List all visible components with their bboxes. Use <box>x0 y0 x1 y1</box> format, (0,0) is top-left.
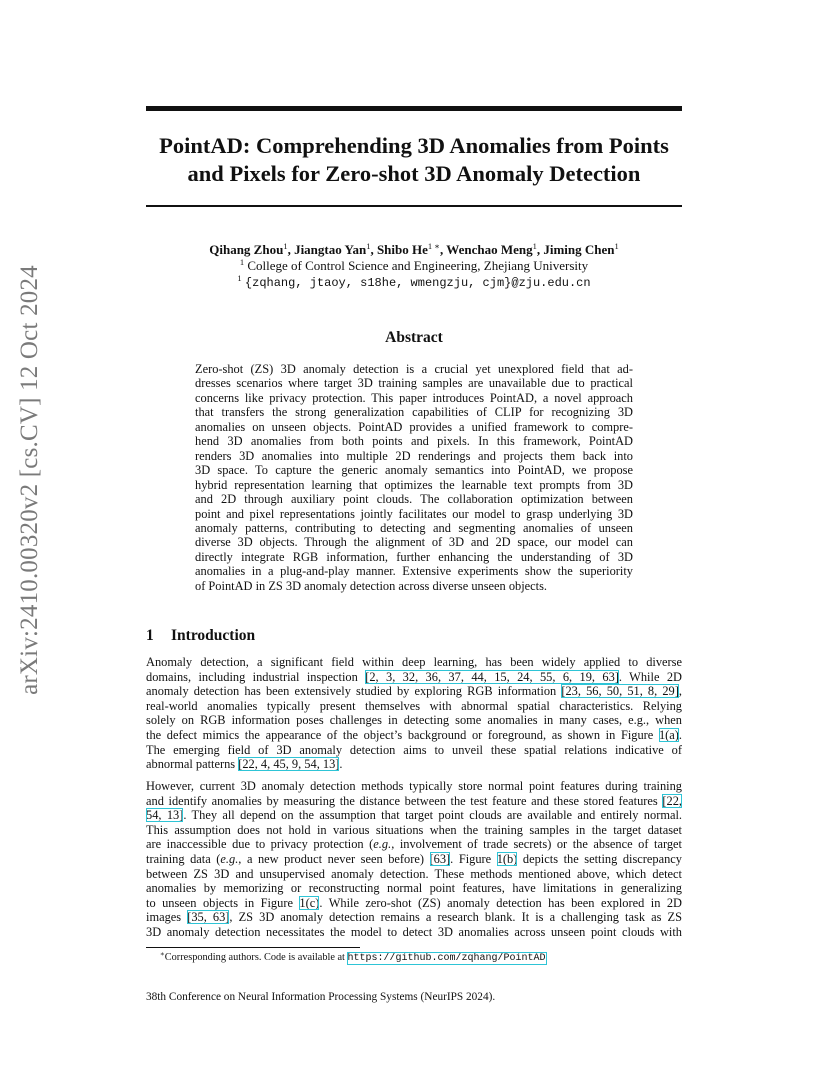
text-run: solely on RGB information poses challenges in detecting some anomalies in many cases, e.g., when <box>146 713 682 728</box>
text-run: Anomaly detection, a significant field within deep learning, has been widely applied to diverse <box>146 655 682 669</box>
text-run: depicts the setting discrepancy <box>517 851 683 866</box>
citation-link[interactable]: [22, <box>662 793 682 808</box>
text-run: , involvement of trade secrets) or the absence of target <box>391 837 683 852</box>
abstract-line: anomaly patterns, contributing to detecting and segmenting anomalies of unseen <box>195 520 633 535</box>
text-run: . <box>678 727 682 742</box>
author-affiliation-mark: 1 <box>366 241 371 251</box>
abstract-line: directly integrate RGB information, further enhancing the understanding of 3D <box>195 549 633 564</box>
text-run: and identify anomalies by measuring the distance between the test feature and these stored features <box>146 793 663 808</box>
footnote <box>160 952 546 964</box>
author-affiliation-mark: 1 <box>532 241 537 251</box>
text-run: anomalies by memorizing or reconstructing normal point features, have limitations in generalizing <box>146 881 682 896</box>
text-run: 3D anomaly detection necessitates the model to detect 3D anomalies across unseen point clouds with <box>146 924 682 939</box>
text-run: This assumption does not hold in various situations when the training samples in the target dataset <box>146 822 682 837</box>
text-run: . While 2D <box>618 669 682 684</box>
affiliation-mark: 1 <box>239 257 245 267</box>
section-title: Introduction <box>171 627 256 644</box>
author-affiliation-mark: 1 ∗ <box>427 241 441 251</box>
author-name: Jiangtao Yan <box>294 242 367 257</box>
author-name: Shibo He <box>376 242 428 257</box>
citation-link[interactable]: [22, 4, 45, 9, 54, 13] <box>238 757 340 772</box>
abstract-line: dresses scenarios where target 3D training samples are unavailable due to practical <box>195 376 633 391</box>
text-run: real-world anomalies typically present themselves with abnormal spatial characteristics. Relying <box>146 698 682 713</box>
footnote-rule <box>146 947 360 948</box>
paragraph-line <box>146 713 682 728</box>
arxiv-stamp-text: arXiv:2410.00320v2 [cs.CV] 12 Oct 2024 <box>16 265 43 695</box>
abstract-line: hend 3D anomalies from both points and pixels. In this framework, PointAD <box>195 434 633 449</box>
paragraph-line <box>146 779 682 794</box>
text-run: , a new product never seen before) <box>238 851 430 866</box>
author-name: Wenchao Meng <box>446 242 533 257</box>
affiliation <box>146 258 682 274</box>
text-run: are inaccessible due to privacy protection ( <box>146 837 374 852</box>
author-affiliation-mark: 1 <box>614 241 619 251</box>
text-run: . <box>339 757 343 772</box>
abstract-body <box>195 362 633 593</box>
paragraph-line <box>146 837 682 852</box>
section-heading-introduction <box>146 627 255 645</box>
email-line <box>146 274 682 291</box>
paragraph-line <box>146 852 682 867</box>
title-line-2: and Pixels for Zero-shot 3D Anomaly Detection <box>187 161 641 186</box>
title-top-rule <box>146 106 682 111</box>
abstract-line: anomalies in a plug-and-play manner. Extensive experiments show the superiority <box>195 564 633 579</box>
abstract-heading: Abstract <box>385 329 443 346</box>
text-run: anomaly detection has been extensively studied by exploring RGB information <box>146 684 562 699</box>
abstract-line: hybrid representation learning that optimizes the learnable text prompts from 3D <box>195 477 633 492</box>
text-run: The emerging field of 3D anomaly detection aims to unveil these spatial relations indicative of <box>146 742 682 757</box>
text-run: training data ( <box>146 851 221 866</box>
author-names: Qihang Zhou$^1$, Jiangtao Yan$^1$, Shibo $He^{1 ∗}$, Wenchao Meng$^1$, Jiming Chen$^1$ <box>209 241 619 257</box>
intro-paragraph-1 <box>146 655 682 772</box>
text-run: between ZS 3D and unsupervised anomaly detection. These methods mentioned above, which detect <box>146 866 682 881</box>
abstract-line: anomalies on unseen objects. PointAD provides a unified framework to compre- <box>195 419 633 434</box>
italic-text: e.g. <box>220 851 239 866</box>
venue-line: 38th Conference on Neural Information Processing Systems (NeurIPS 2024). <box>146 991 496 1003</box>
paragraph-line <box>146 896 682 911</box>
paragraph-line <box>146 743 682 758</box>
text-run: . They all depend on the assumption that target point clouds are available and entirely normal. <box>183 808 682 823</box>
title-line-1: PointAD: Comprehending 3D Anomalies from Points <box>159 133 669 158</box>
paragraph-line <box>146 684 682 699</box>
citation-link[interactable]: 1(b) <box>496 851 518 866</box>
text-run: . While zero-shot (ZS) anomaly detection has been explored in 2D <box>319 895 682 910</box>
code-link[interactable]: https://github.com/zqhang/PointAD <box>347 953 546 964</box>
abstract-line: and 2D through auxiliary point clouds. The collaboration optimization between <box>195 492 633 507</box>
affiliation-text: College of Control Science and Engineering, Zhejiang University <box>247 258 589 273</box>
abstract-line: Zero-shot (ZS) 3D anomaly detection is a crucial yet unexplored field that ad- <box>195 362 633 376</box>
paragraph-line <box>146 881 682 896</box>
text-run: , <box>678 684 682 699</box>
text-run: . Figure <box>450 851 497 866</box>
abstract-line: point and pixel representations jointly facilitates our model to grasp underlying 3D <box>195 506 633 521</box>
paragraph-line <box>146 910 682 925</box>
paragraph-line <box>146 699 682 714</box>
intro-paragraph-2 <box>146 779 682 940</box>
citation-link[interactable]: [63] <box>429 851 451 866</box>
paragraph-line <box>146 728 682 743</box>
paragraph-line <box>146 757 682 772</box>
email-text: {zqhang, jtaoy, s18he, wmengzju, cjm}@zju.edu.cn <box>244 276 591 290</box>
text-run: domains, including industrial inspection <box>146 669 366 684</box>
abstract-line: that transfers the strong generalization capabilities of CLIP for recognizing 3D <box>195 405 633 420</box>
paragraph-line <box>146 925 682 940</box>
citation-link[interactable]: 54, 13] <box>146 808 184 823</box>
citation-link[interactable]: [35, 63] <box>187 910 230 925</box>
paper-title <box>146 132 682 188</box>
citation-link[interactable]: 1(c) <box>299 895 320 910</box>
citation-link[interactable]: [23, 56, 50, 51, 8, 29] <box>561 684 679 699</box>
paragraph-line <box>146 823 682 838</box>
footnote-text: Corresponding authors. Code is available at <box>164 952 348 963</box>
text-run: abnormal patterns <box>146 757 239 772</box>
citation-link[interactable]: 1(a) <box>658 727 679 742</box>
email-mark: 1 <box>237 273 242 283</box>
abstract-line: renders 3D anomalies into multiple 2D renderings and projects them back into <box>195 448 633 463</box>
abstract-line: 3D space. To capture the generic anomaly semantics into PointAD, we propose <box>195 463 633 478</box>
section-number: 1 <box>146 627 154 644</box>
paragraph-line <box>146 655 682 670</box>
paragraph-line <box>146 867 682 882</box>
title-bottom-rule <box>146 205 682 207</box>
citation-link[interactable]: [2, 3, 32, 36, 37, 44, 15, 24, 55, 6, 19, 63] <box>365 669 619 684</box>
author-block <box>146 242 682 291</box>
paragraph-line <box>146 794 682 809</box>
abstract-line: concerns like privacy protection. This paper introduces PointAD, a novel approach <box>195 390 633 405</box>
text-run: images <box>146 910 188 925</box>
paragraph-line <box>146 670 682 685</box>
footnote-mark: ∗ <box>160 950 165 958</box>
text-run: to unseen objects in Figure <box>146 895 300 910</box>
abstract-line: of PointAD in ZS 3D anomaly detection across diverse unseen objects. <box>195 578 548 593</box>
text-run: However, current 3D anomaly detection methods typically store normal point features during training <box>146 779 682 793</box>
author-affiliation-mark: 1 <box>283 241 288 251</box>
italic-text: e.g. <box>373 837 392 852</box>
author-name: Qihang Zhou <box>209 242 284 257</box>
text-run: the defect mimics the appearance of the object’s background or foreground, as shown in Figure <box>146 727 659 742</box>
author-name: Jiming Chen <box>543 242 615 257</box>
abstract-line: diverse 3D objects. Through the alignment of 3D and 2D space, our model can <box>195 535 633 550</box>
text-run: , ZS 3D anomaly detection remains a research blank. It is a challenging task as ZS <box>229 910 682 925</box>
paragraph-line <box>146 808 682 823</box>
